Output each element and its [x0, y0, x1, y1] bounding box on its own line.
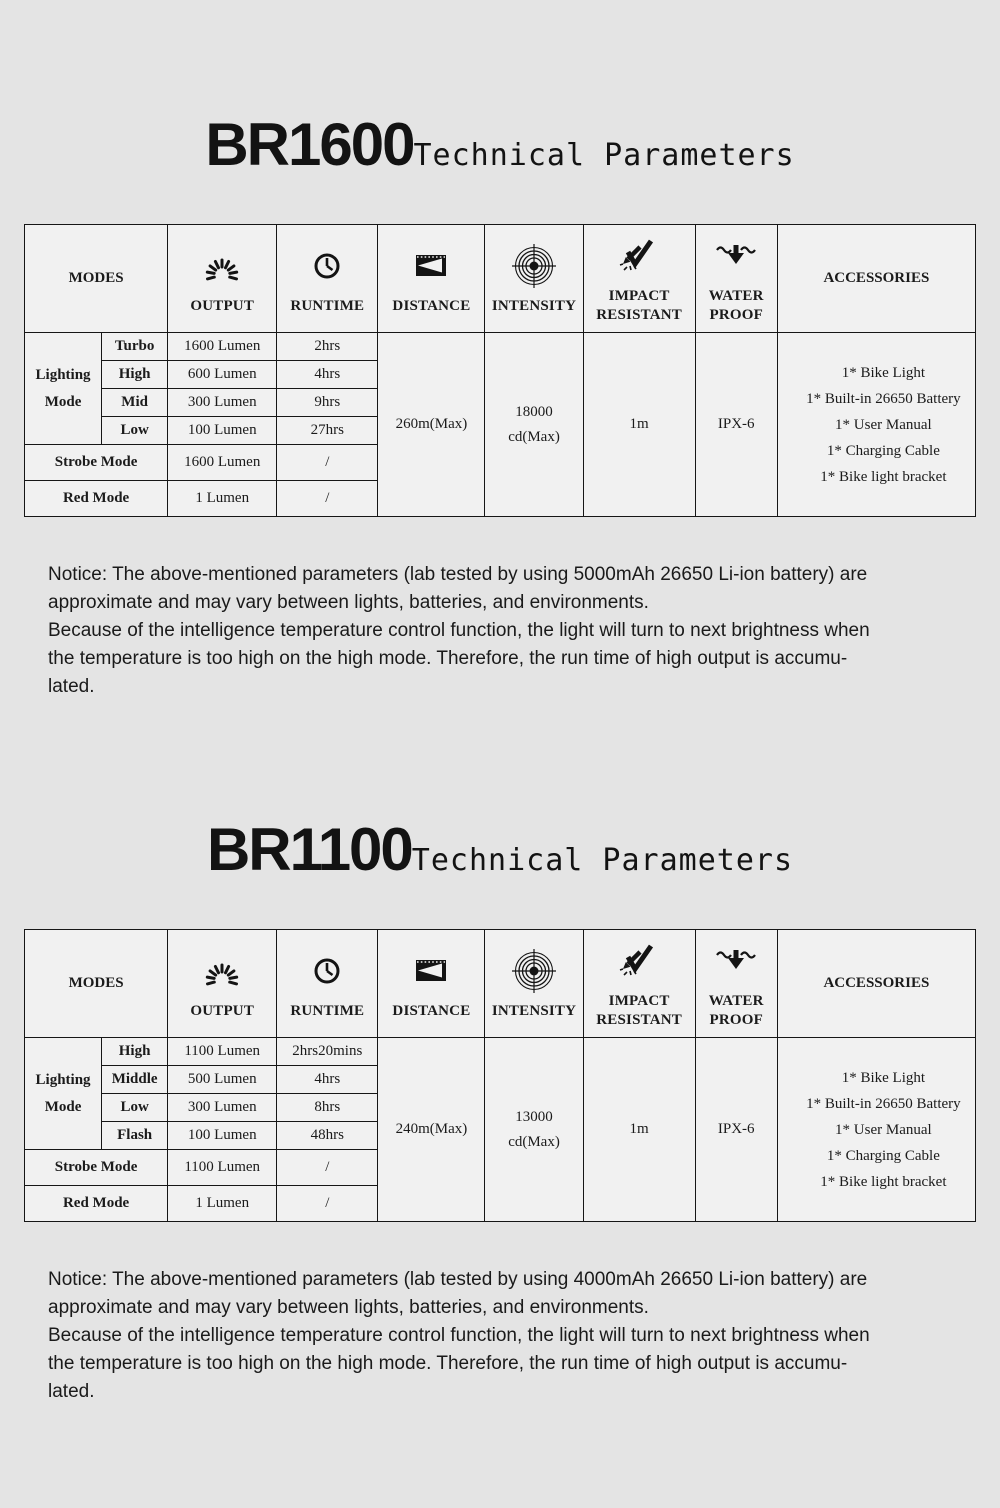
beam-distance-icon	[411, 947, 451, 995]
notice-line: Because of the intelligence temperature control function, the light will turn to next brightness when	[48, 620, 870, 641]
notice-line: Notice: The above-mentioned parameters (lab tested by using 4000mAh 26650 Li-ion battery) are	[48, 1269, 868, 1290]
mode-cell: High	[102, 1038, 168, 1066]
red-mode-cell: Red Mode	[25, 1186, 168, 1222]
runtime-cell: /	[277, 1150, 378, 1186]
runtime-cell: /	[277, 1186, 378, 1222]
mode-cell: Mid	[102, 389, 168, 417]
sunburst-icon	[200, 242, 244, 290]
mode-cell: Turbo	[102, 333, 168, 361]
distance-label: DISTANCE	[392, 297, 471, 314]
waterproof-label-line2: PROOF	[709, 1012, 763, 1028]
water-arrow-waves-icon	[714, 232, 758, 280]
table-row-turbo	[25, 333, 976, 361]
strobe-mode-cell: Strobe Mode	[25, 1150, 168, 1186]
accessory-item: 1* Charging Cable	[826, 1147, 940, 1164]
runtime-cell: /	[277, 445, 378, 481]
accessory-item: 1* User Manual	[835, 416, 932, 433]
waterproof-label-line1: WATER	[708, 288, 764, 304]
waterproof-label-line1: WATER	[708, 993, 764, 1009]
accessory-item: 1* Bike Light	[841, 364, 926, 381]
section-br1100	[0, 817, 1000, 1406]
accessories-header: ACCESSORIES	[777, 930, 975, 1038]
distance-cell: 260m(Max)	[378, 333, 485, 517]
notice-line: the temperature is too high on the high mode. Therefore, the run time of high output is accumu-	[48, 1353, 848, 1374]
accessory-item: 1* Bike light bracket	[820, 1173, 947, 1190]
table-row-high	[25, 1038, 976, 1066]
accessory-item: 1* Built-in 26650 Battery	[806, 390, 961, 407]
lighting-mode-cell	[25, 1038, 102, 1150]
header-row	[25, 930, 976, 1038]
accessory-item: 1* Charging Cable	[826, 442, 940, 459]
output-cell: 100 Lumen	[168, 1122, 277, 1150]
runtime-cell: 8hrs	[277, 1094, 378, 1122]
accessory-item: 1* Bike Light	[841, 1069, 926, 1086]
output-cell: 100 Lumen	[168, 417, 277, 445]
impact-label-line1: IMPACT	[608, 288, 670, 304]
output-cell: 1100 Lumen	[168, 1038, 277, 1066]
spec-table-br1100	[24, 929, 976, 1222]
section-br1600	[0, 112, 1000, 701]
output-cell: 1100 Lumen	[168, 1150, 277, 1186]
header-row	[25, 225, 976, 333]
impact-cell: 1m	[583, 1038, 695, 1222]
output-cell: 1600 Lumen	[168, 445, 277, 481]
modes-header: MODES	[25, 930, 168, 1038]
strobe-mode-cell: Strobe Mode	[25, 445, 168, 481]
output-label: OUTPUT	[190, 297, 255, 314]
impact-header	[583, 225, 695, 333]
notice-line: the temperature is too high on the high mode. Therefore, the run time of high output is accumu-	[48, 648, 848, 669]
intensity-unit: cd(Max)	[508, 428, 560, 445]
output-header	[168, 225, 277, 333]
impact-label-line1: IMPACT	[608, 993, 670, 1009]
output-cell: 1 Lumen	[168, 481, 277, 517]
output-cell: 1600 Lumen	[168, 333, 277, 361]
accessories-cell	[777, 333, 975, 517]
intensity-unit: cd(Max)	[508, 1133, 560, 1150]
runtime-cell: 4hrs	[277, 1066, 378, 1094]
notice-line: Because of the intelligence temperature control function, the light will turn to next brightness when	[48, 1325, 870, 1346]
runtime-cell: 4hrs	[277, 361, 378, 389]
notice-line: lated.	[48, 676, 95, 697]
notice-line: Notice: The above-mentioned parameters (lab tested by using 5000mAh 26650 Li-ion battery) are	[48, 564, 868, 585]
distance-cell: 240m(Max)	[378, 1038, 485, 1222]
runtime-cell: 27hrs	[277, 417, 378, 445]
intensity-value: 13000	[515, 1108, 553, 1125]
target-icon	[511, 947, 557, 995]
mode-cell: Low	[102, 1094, 168, 1122]
notice-br1600	[48, 561, 950, 701]
runtime-cell: 2hrs20mins	[277, 1038, 378, 1066]
runtime-header	[277, 930, 378, 1038]
runtime-label: RUNTIME	[290, 297, 365, 314]
runtime-cell: 9hrs	[277, 389, 378, 417]
section-title-br1100	[0, 817, 1000, 883]
accessories-header: ACCESSORIES	[777, 225, 975, 333]
lighting-label-line2: Mode	[44, 1098, 82, 1115]
beam-distance-icon	[411, 242, 451, 290]
distance-header	[378, 930, 485, 1038]
runtime-cell: 48hrs	[277, 1122, 378, 1150]
accessories-cell	[777, 1038, 975, 1222]
waterproof-header	[695, 225, 777, 333]
intensity-label: INTENSITY	[491, 1002, 577, 1019]
runtime-label: RUNTIME	[290, 1002, 365, 1019]
mode-cell: Low	[102, 417, 168, 445]
impact-label-line2: RESISTANT	[596, 307, 682, 323]
output-cell: 300 Lumen	[168, 389, 277, 417]
modes-header: MODES	[25, 225, 168, 333]
title-suffix: Technical Parameters	[411, 843, 794, 878]
sunburst-icon	[200, 947, 244, 995]
impact-arrow-check-icon	[618, 937, 660, 985]
output-cell: 1 Lumen	[168, 1186, 277, 1222]
distance-label: DISTANCE	[392, 1002, 471, 1019]
notice-line: approximate and may vary between lights, batteries, and environments.	[48, 1297, 649, 1318]
notice-line: approximate and may vary between lights, batteries, and environments.	[48, 592, 649, 613]
mode-cell: Flash	[102, 1122, 168, 1150]
intensity-value: 18000	[515, 403, 553, 420]
clock-icon	[310, 947, 344, 995]
title-suffix: Technical Parameters	[413, 138, 795, 173]
mode-cell: High	[102, 361, 168, 389]
model-name: BR1600	[205, 111, 414, 178]
output-label: OUTPUT	[190, 1002, 255, 1019]
waterproof-label-line2: PROOF	[709, 307, 763, 323]
runtime-cell: 2hrs	[277, 333, 378, 361]
notice-line: lated.	[48, 1381, 95, 1402]
waterproof-header	[695, 930, 777, 1038]
intensity-cell	[485, 333, 583, 517]
section-title-br1600	[0, 112, 1000, 178]
red-mode-cell: Red Mode	[25, 481, 168, 517]
intensity-cell	[485, 1038, 583, 1222]
spec-table-br1600	[24, 224, 976, 517]
model-name: BR1100	[206, 816, 412, 883]
runtime-header	[277, 225, 378, 333]
distance-header	[378, 225, 485, 333]
output-cell: 600 Lumen	[168, 361, 277, 389]
accessory-item: 1* Built-in 26650 Battery	[806, 1095, 961, 1112]
lighting-label-line2: Mode	[44, 393, 82, 410]
clock-icon	[310, 242, 344, 290]
output-cell: 500 Lumen	[168, 1066, 277, 1094]
lighting-label-line1: Lighting	[35, 1071, 91, 1088]
accessory-item: 1* User Manual	[835, 1121, 932, 1138]
impact-cell: 1m	[583, 333, 695, 517]
lighting-mode-cell	[25, 333, 102, 445]
output-cell: 300 Lumen	[168, 1094, 277, 1122]
intensity-header	[485, 225, 583, 333]
intensity-header	[485, 930, 583, 1038]
target-icon	[511, 242, 557, 290]
impact-arrow-check-icon	[618, 232, 660, 280]
accessory-item: 1* Bike light bracket	[820, 468, 947, 485]
intensity-label: INTENSITY	[491, 297, 577, 314]
water-arrow-waves-icon	[714, 937, 758, 985]
impact-header	[583, 930, 695, 1038]
mode-cell: Middle	[102, 1066, 168, 1094]
impact-label-line2: RESISTANT	[596, 1012, 682, 1028]
waterproof-cell: IPX-6	[695, 1038, 777, 1222]
runtime-cell: /	[277, 481, 378, 517]
lighting-label-line1: Lighting	[35, 366, 91, 383]
output-header	[168, 930, 277, 1038]
notice-br1100	[48, 1266, 950, 1406]
waterproof-cell: IPX-6	[695, 333, 777, 517]
